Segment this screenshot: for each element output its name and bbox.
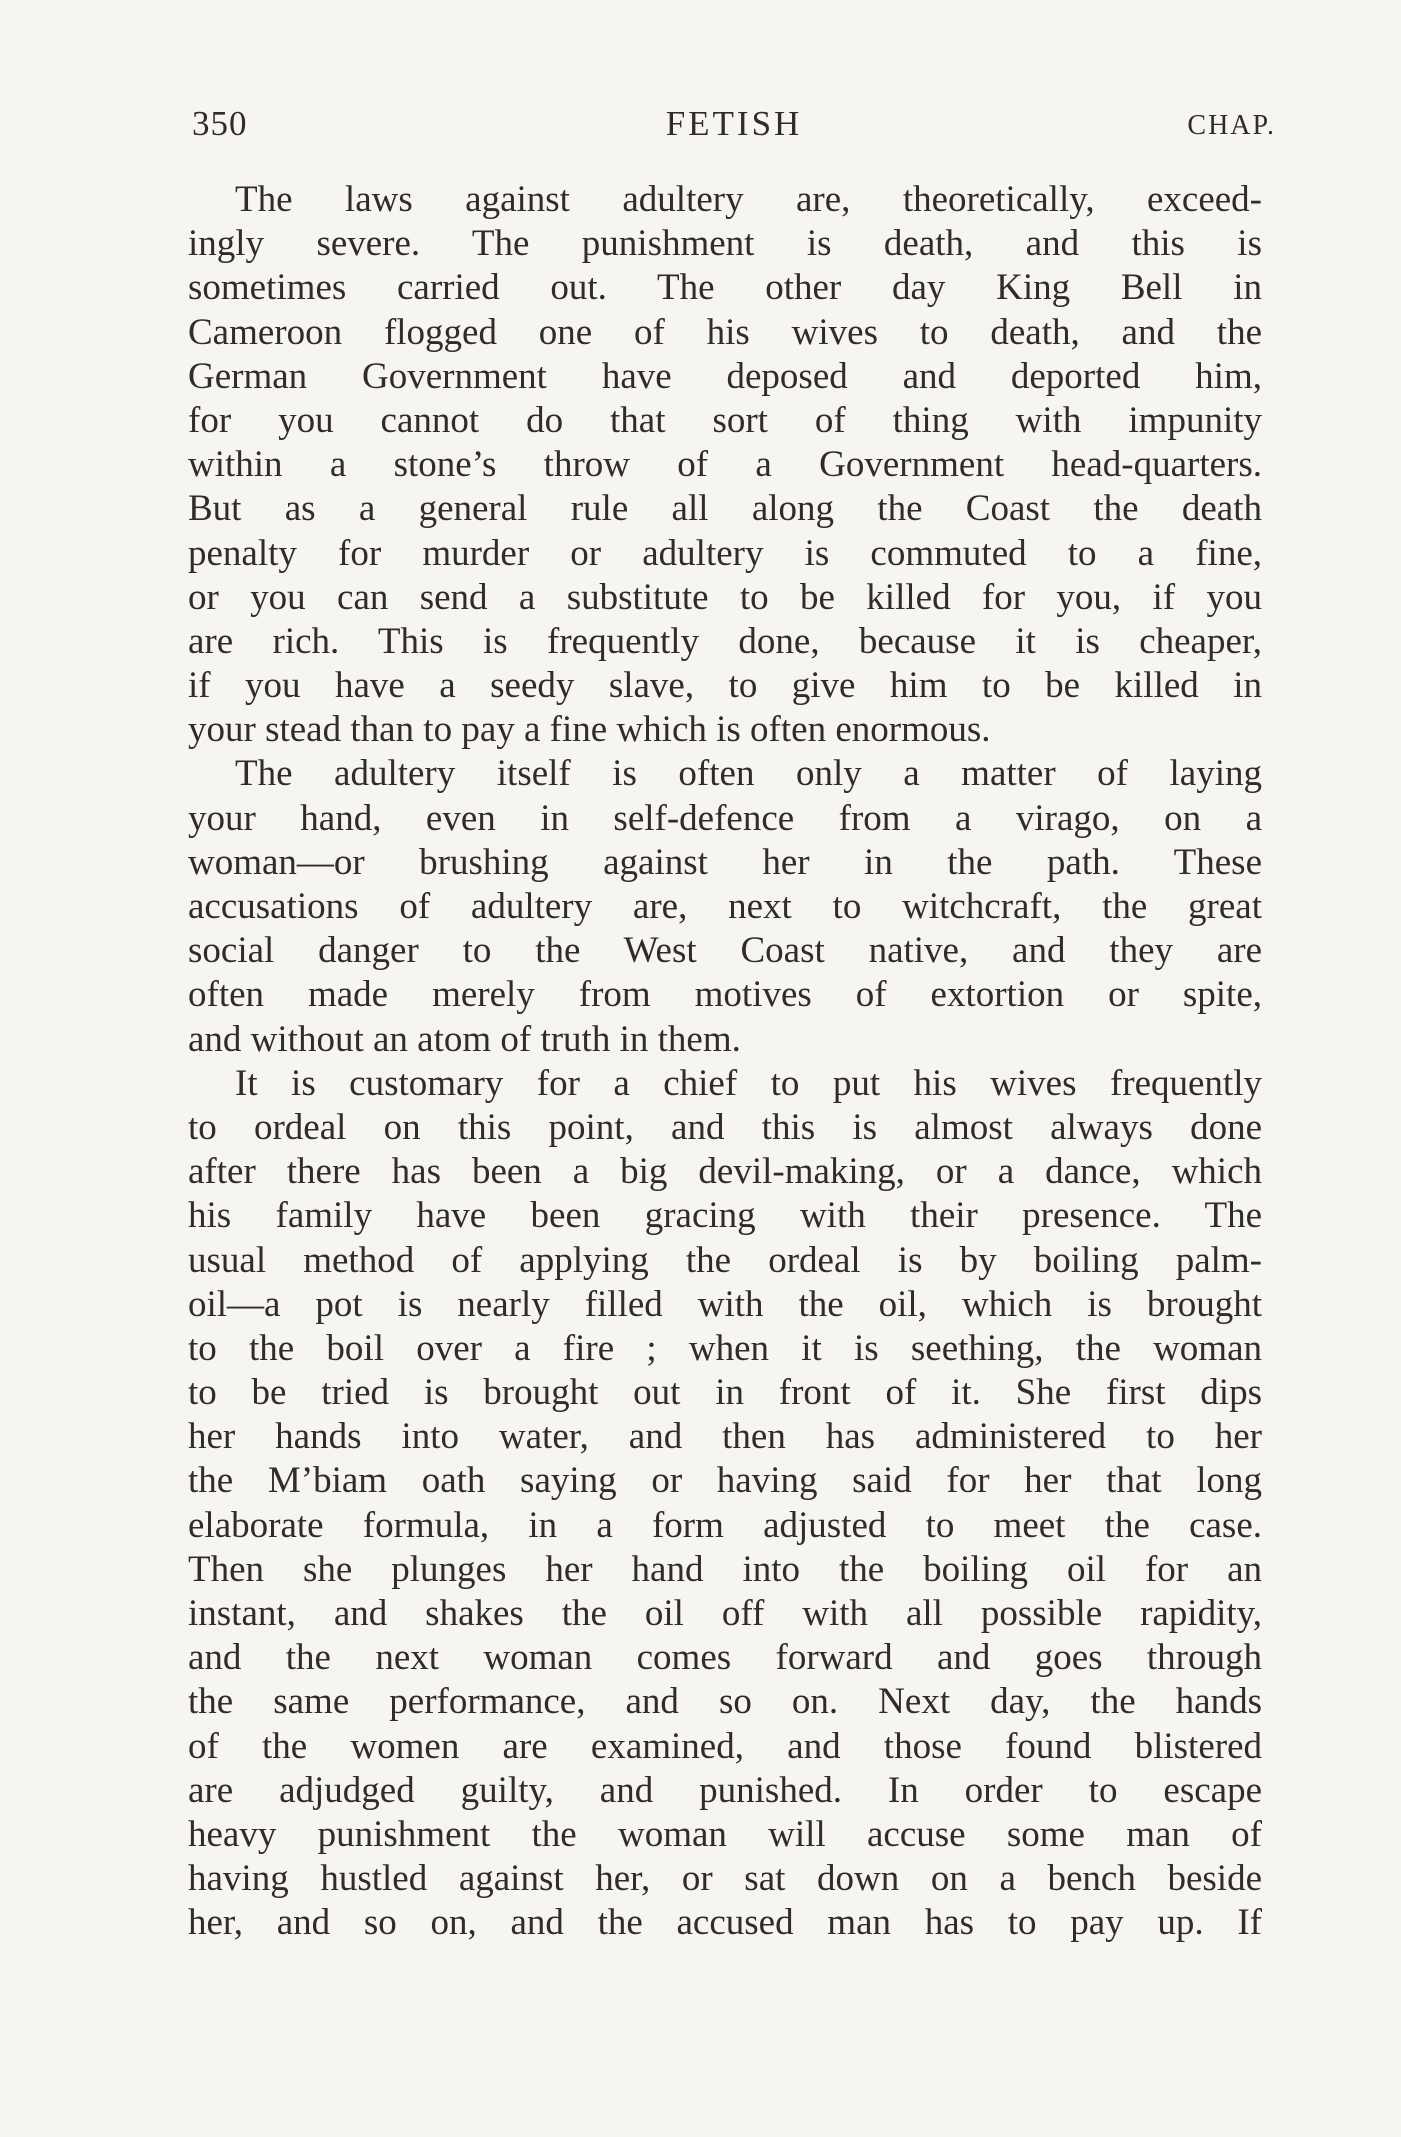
text-line: the same performance, and so on. Next day, the hands	[188, 1681, 1262, 1723]
text-line: her, and so on, and the accused man has to pay up. If	[188, 1902, 1262, 1944]
text-line: It is customary for a chief to put his wives frequently	[235, 1062, 1262, 1104]
text-line: or you can send a substitute to be killed for you, if you	[188, 576, 1262, 618]
running-header	[192, 104, 1276, 154]
text-line: are rich. This is frequently done, because it is cheaper,	[188, 620, 1262, 662]
text-line: his family have been gracing with their presence. The	[188, 1195, 1262, 1237]
text-line: her hands into water, and then has administered to her	[188, 1416, 1262, 1458]
text-line: having hustled against her, or sat down on a bench beside	[188, 1858, 1262, 1900]
text-line: often made merely from motives of extortion or spite,	[188, 974, 1262, 1016]
text-line: sometimes carried out. The other day King Bell in	[188, 267, 1262, 309]
text-line: are adjudged guilty, and punished. In order to escape	[188, 1769, 1262, 1811]
text-line: to ordeal on this point, and this is almost always done	[188, 1106, 1262, 1148]
text-line: within a stone’s throw of a Government head-quarters.	[188, 444, 1262, 486]
text-line: ingly severe. The punishment is death, and this is	[188, 223, 1262, 265]
text-line: The adultery itself is often only a matter of laying	[235, 753, 1262, 795]
chapter-label: CHAP.	[1187, 110, 1276, 141]
text-line: your stead than to pay a fine which is often enormous.	[188, 709, 991, 751]
text-line: accusations of adultery are, next to witchcraft, the great	[188, 886, 1262, 927]
text-line: after there has been a big devil-making, or a dance, which	[188, 1151, 1262, 1193]
text-line: But as a general rule all along the Coast the death	[188, 488, 1262, 530]
text-line: woman—or brushing against her in the path. These	[188, 841, 1262, 883]
text-line: of the women are examined, and those found blistered	[188, 1725, 1262, 1767]
text-line: German Government have deposed and deported him,	[188, 355, 1262, 397]
text-line: for you cannot do that sort of thing with impunity	[188, 399, 1262, 441]
running-title: FETISH	[665, 104, 803, 143]
text-line: if you have a seedy slave, to give him to be killed in	[188, 665, 1262, 707]
text-line: Cameroon flogged one of his wives to death, and the	[188, 311, 1262, 353]
text-line: elaborate formula, in a form adjusted to meet the case.	[188, 1504, 1262, 1546]
text-line: The laws against adultery are, theoretically, exceed-	[235, 179, 1262, 220]
text-line: to the boil over a fire ; when it is seething, the woman	[188, 1327, 1262, 1369]
text-line: oil—a pot is nearly filled with the oil, which is brought	[188, 1283, 1262, 1325]
text-line: penalty for murder or adultery is commuted to a fine,	[188, 532, 1262, 574]
text-line: your hand, even in self-defence from a virago, on a	[188, 797, 1262, 839]
page-number: 350	[192, 104, 248, 143]
text-line: heavy punishment the woman will accuse some man of	[188, 1813, 1262, 1855]
body-text	[188, 178, 1262, 1946]
text-line: the M’biam oath saying or having said for her that long	[188, 1460, 1262, 1502]
text-line: to be tried is brought out in front of it. She first dips	[188, 1372, 1262, 1414]
text-line: and the next woman comes forward and goes through	[188, 1637, 1262, 1679]
text-line: usual method of applying the ordeal is by boiling palm-	[188, 1239, 1262, 1281]
text-line: Then she plunges her hand into the boiling oil for an	[188, 1548, 1262, 1590]
text-line: instant, and shakes the oil off with all possible rapidity,	[188, 1593, 1262, 1634]
text-line: and without an atom of truth in them.	[188, 1018, 741, 1060]
text-line: social danger to the West Coast native, and they are	[188, 930, 1262, 972]
